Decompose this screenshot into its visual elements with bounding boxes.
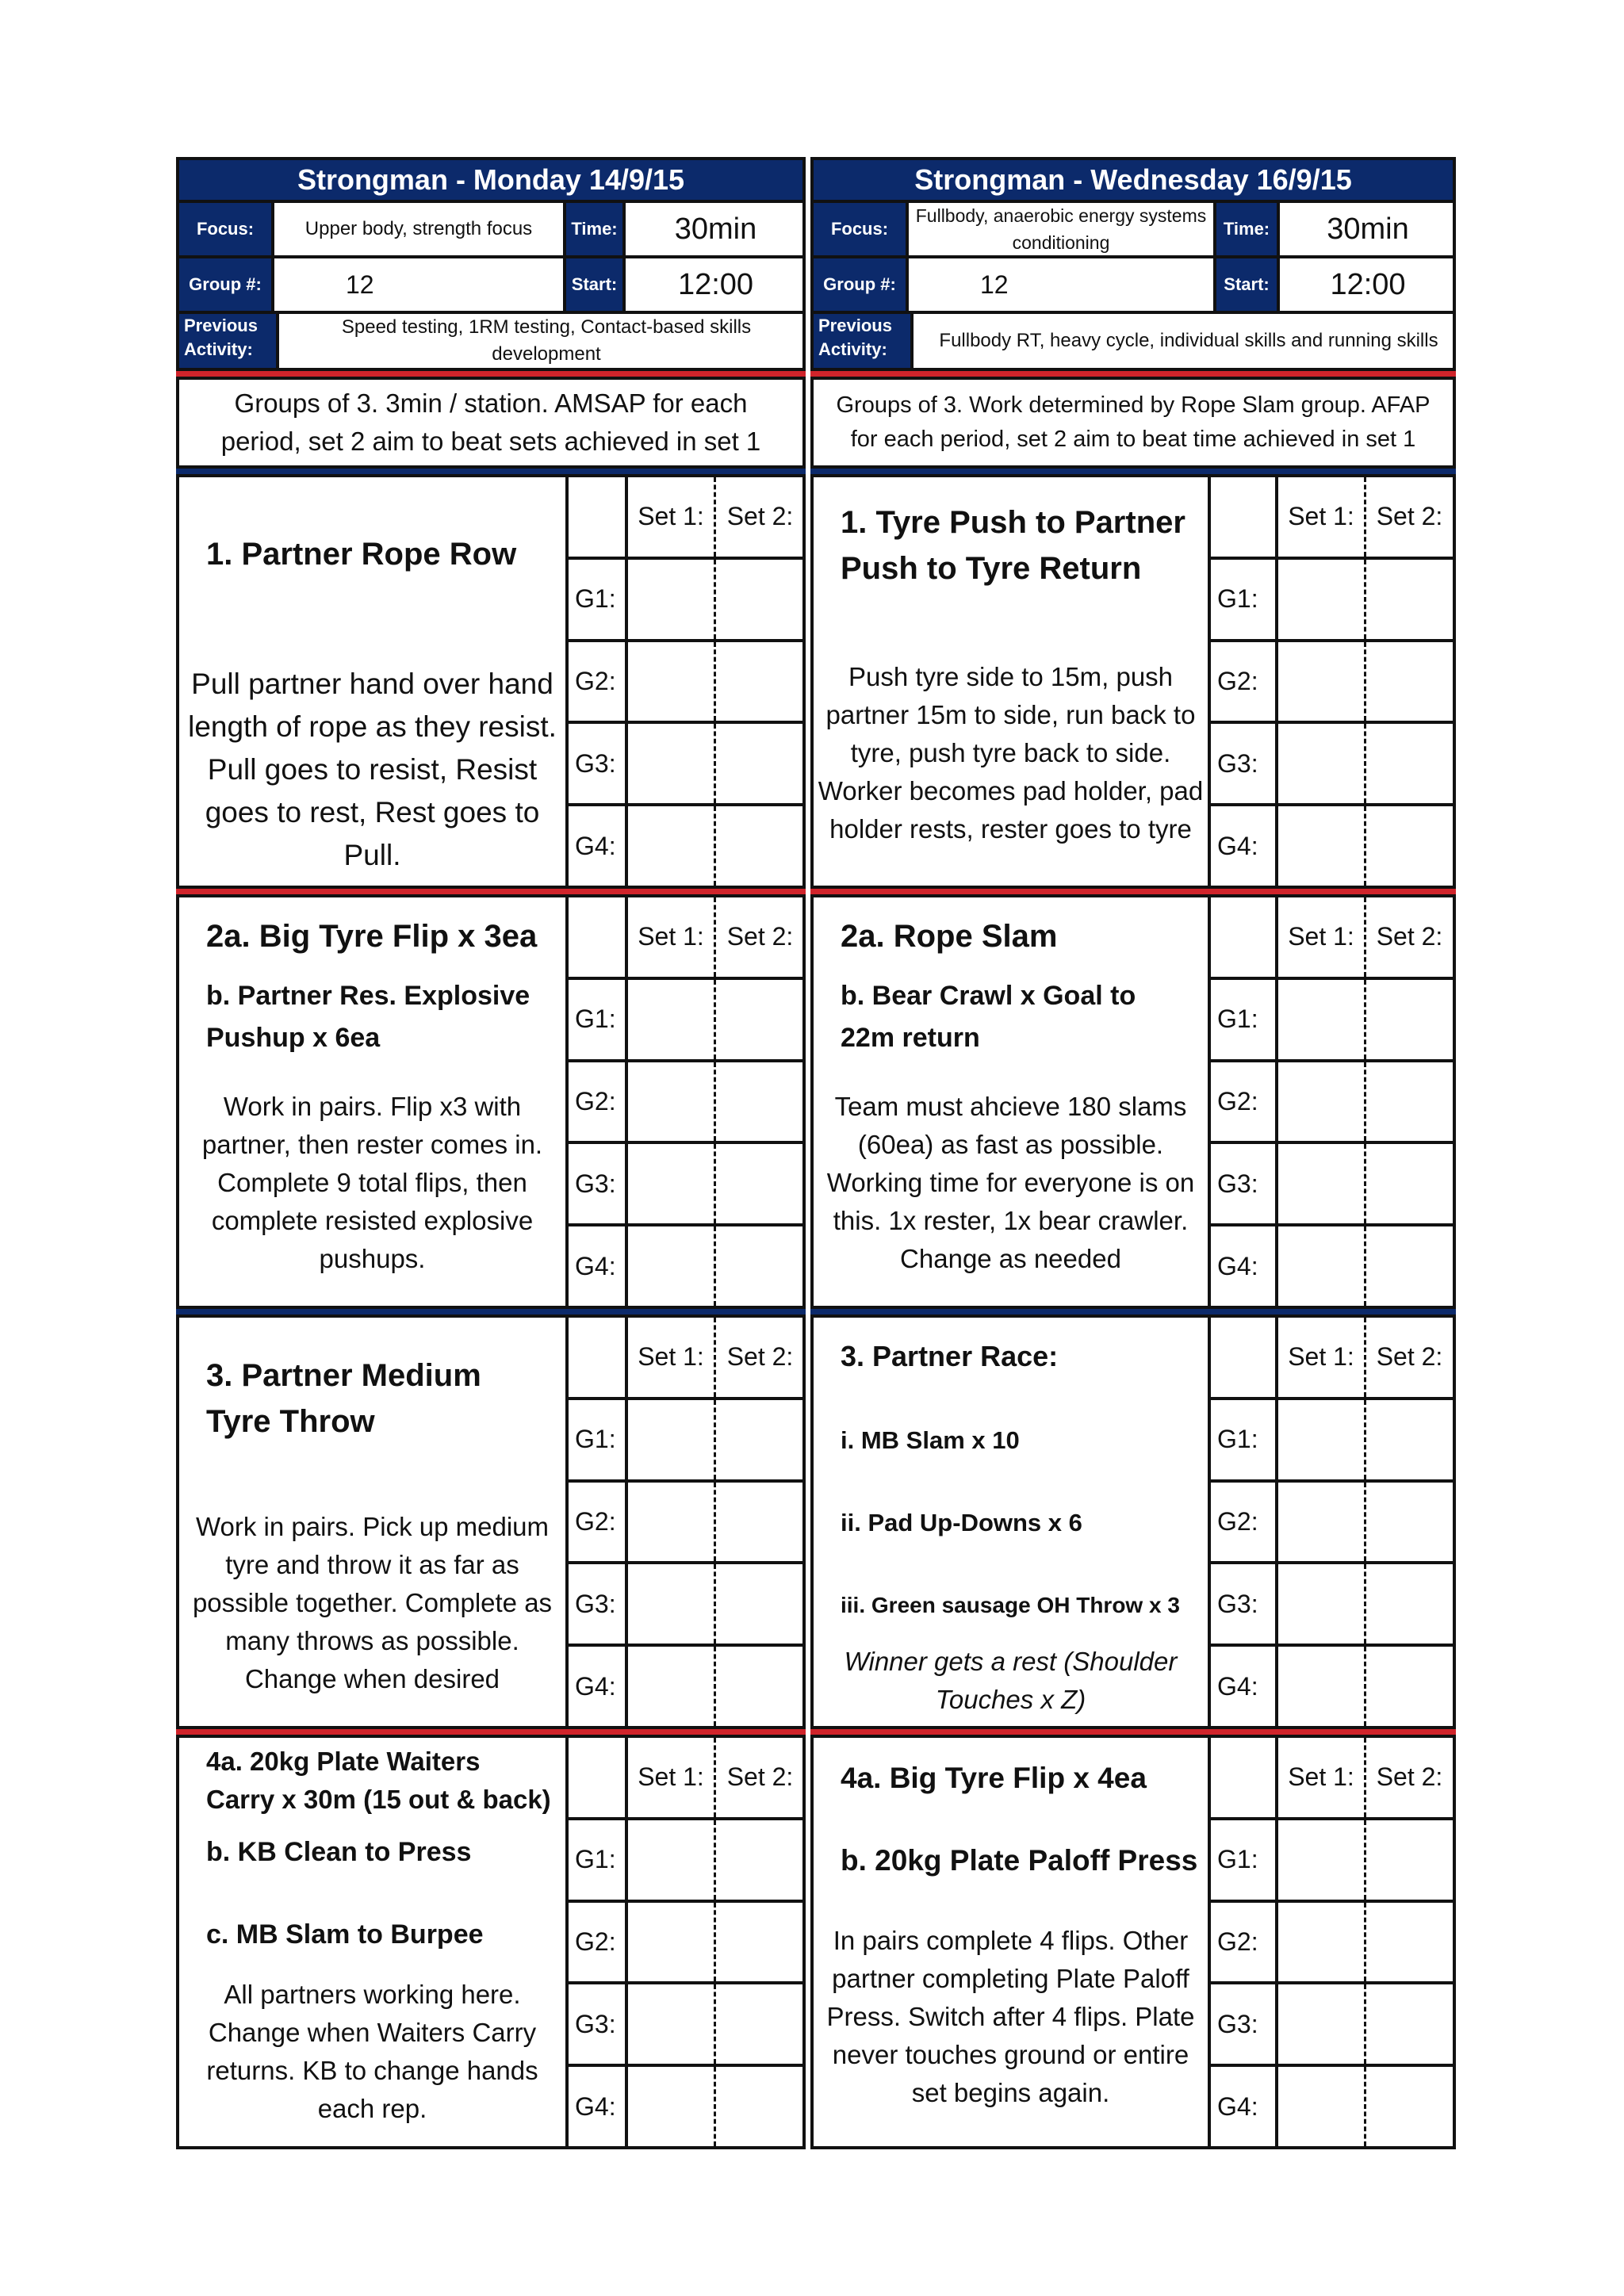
race-item-iii: iii. Green sausage OH Throw x 3 [841, 1593, 1180, 1617]
set1-cell[interactable] [1275, 806, 1366, 886]
group-row-label: G3: [565, 1984, 625, 2064]
set1-header: Set 1: [1275, 897, 1366, 977]
blue-divider [176, 469, 806, 474]
set1-cell[interactable] [1275, 1984, 1366, 2064]
group-row-label: G4: [565, 2067, 625, 2146]
station-1 [176, 474, 806, 889]
set1-cell[interactable] [1275, 1400, 1366, 1479]
station-4 [810, 1735, 1456, 2149]
previous-activity-value: Fullbody RT, heavy cycle, individual skills and running skills [910, 314, 1464, 368]
set2-cell[interactable] [1366, 1062, 1453, 1142]
set2-cell[interactable] [1366, 806, 1453, 886]
race-note: Winner gets a rest (Shoulder Touches x Z) [844, 1647, 1178, 1714]
set2-cell[interactable] [716, 1062, 804, 1142]
set2-header: Set 2: [1376, 1342, 1443, 1372]
results-grid [565, 897, 804, 1306]
group-label: Group #: [179, 258, 271, 311]
group-row-label: G3: [565, 724, 625, 803]
set1-header: Set 1: [625, 1318, 716, 1397]
station-4 [176, 1735, 806, 2149]
set2-cell[interactable] [716, 1903, 804, 1982]
set1-cell[interactable] [625, 1820, 716, 1900]
group-row-label: G1: [565, 1400, 625, 1479]
set2-cell[interactable] [716, 1647, 804, 1726]
group-row-label: G1: [565, 1820, 625, 1900]
set1-cell[interactable] [1275, 724, 1366, 803]
group-row-label: G4: [565, 1647, 625, 1726]
set2-cell[interactable] [1366, 1226, 1453, 1306]
time-value: 30min [1277, 203, 1456, 255]
group-row-label: G4: [565, 806, 625, 886]
station-title: 2a. Rope Slam [841, 919, 1058, 954]
station-title: 1. Partner Rope Row [206, 537, 517, 572]
set1-cell[interactable] [625, 2067, 716, 2146]
group-row-label: G4: [1208, 1647, 1275, 1726]
set1-header: Set 1: [1275, 1738, 1366, 1817]
station-description: Push tyre side to 15m, push partner 15m to side, run back to tyre, push tyre back to side. Worker becomes pad holder, pad holder rests, rester goes to tyre [818, 662, 1204, 844]
set2-cell[interactable] [716, 1984, 804, 2064]
focus-value: Upper body, strength focus [271, 203, 563, 255]
group-row-label: G2: [565, 1483, 625, 1562]
race-item-i: i. MB Slam x 10 [841, 1426, 1020, 1454]
time-label: Time: [1213, 203, 1277, 255]
session-wednesday [810, 157, 1456, 2149]
set1-cell[interactable] [625, 642, 716, 721]
group-row-label: G1: [1208, 1400, 1275, 1479]
session-intro: Groups of 3. Work determined by Rope Slam group. AFAP for each period, set 2 aim to beat time achieved in set 1 [810, 377, 1456, 469]
station-3 [810, 1314, 1456, 1729]
set1-cell[interactable] [1275, 1903, 1366, 1982]
set2-cell[interactable] [716, 1564, 804, 1644]
station-description: Team must ahcieve 180 slams (60ea) as fast as possible. Working time for everyone is on this. 1x rester, 1x bear crawler. Change as needed [826, 1092, 1195, 1273]
set2-cell[interactable] [1366, 1144, 1453, 1223]
group-row-label: G2: [1208, 1483, 1275, 1562]
set1-cell[interactable] [1275, 2067, 1366, 2146]
group-row-label: G4: [1208, 1226, 1275, 1306]
group-row-label: G1: [565, 560, 625, 639]
results-grid [565, 477, 804, 886]
session-monday [176, 157, 806, 2149]
set1-cell[interactable] [1275, 642, 1366, 721]
group-row-label: G1: [565, 980, 625, 1059]
set1-cell[interactable] [1275, 1647, 1366, 1726]
group-row-label: G1: [1208, 980, 1275, 1059]
group-row-label: G4: [1208, 806, 1275, 886]
set1-cell[interactable] [625, 1483, 716, 1562]
red-divider [176, 371, 806, 377]
group-row-label: G2: [565, 1062, 625, 1142]
station-title: 3. Partner Medium Tyre Throw [206, 1358, 481, 1439]
group-row-label: G3: [565, 1564, 625, 1644]
group-row-label: G2: [1208, 642, 1275, 721]
set2-header: Set 2: [726, 922, 794, 951]
focus-label: Focus: [179, 203, 271, 255]
station-subtitle-b: b. KB Clean to Press [206, 1837, 472, 1867]
red-divider [176, 1729, 806, 1735]
set2-cell[interactable] [716, 1400, 804, 1479]
previous-label-line2: Activity: [184, 339, 253, 359]
set2-cell[interactable] [716, 724, 804, 803]
group-row-label: G4: [1208, 2067, 1275, 2146]
time-value: 30min [622, 203, 806, 255]
station-description: Pull partner hand over hand length of rope as they resist. Pull goes to resist, Resist goes to rest, Rest goes to Pull. [188, 668, 557, 871]
session-title: Strongman - Monday 14/9/15 [179, 160, 802, 200]
set2-header: Set 2: [726, 502, 794, 531]
session-title: Strongman - Wednesday 16/9/15 [814, 160, 1453, 200]
start-value: 12:00 [1277, 258, 1456, 311]
red-divider [176, 889, 806, 894]
results-grid [1208, 1738, 1453, 2146]
set1-cell[interactable] [625, 1226, 716, 1306]
set2-header: Set 2: [1376, 1762, 1443, 1792]
results-grid [565, 1318, 804, 1726]
set2-cell[interactable] [1366, 642, 1453, 721]
race-item-ii: ii. Pad Up-Downs x 6 [841, 1509, 1082, 1536]
set2-cell[interactable] [716, 1820, 804, 1900]
results-grid [565, 1738, 804, 2146]
blue-divider [176, 1309, 806, 1314]
station-subtitle: b. Partner Res. Explosive Pushup x 6ea [206, 981, 530, 1053]
group-row-label: G2: [565, 642, 625, 721]
set1-cell[interactable] [625, 724, 716, 803]
station-description: In pairs complete 4 flips. Other partner completing Plate Paloff Press. Switch after 4 flips. Plate never touches ground or entire set begins again. [826, 1926, 1195, 2107]
group-row-label: G3: [1208, 724, 1275, 803]
blue-divider [810, 469, 1456, 474]
station-2 [176, 894, 806, 1309]
red-divider [810, 889, 1456, 894]
group-row-label: G2: [1208, 1903, 1275, 1982]
station-subtitle: b. Bear Crawl x Goal to 22m return [841, 981, 1136, 1053]
set1-cell[interactable] [625, 1984, 716, 2064]
set1-cell[interactable] [625, 560, 716, 639]
set1-cell[interactable] [625, 1144, 716, 1223]
set1-cell[interactable] [1275, 1144, 1366, 1223]
set2-cell[interactable] [716, 980, 804, 1059]
set1-header: Set 1: [625, 897, 716, 977]
group-row-label: G3: [1208, 1564, 1275, 1644]
set2-cell[interactable] [716, 642, 804, 721]
set2-cell[interactable] [716, 806, 804, 886]
set2-cell[interactable] [1366, 1984, 1453, 2064]
set2-cell[interactable] [716, 1483, 804, 1562]
results-grid [1208, 477, 1453, 886]
set2-header: Set 2: [1376, 922, 1443, 951]
set2-cell[interactable] [1366, 980, 1453, 1059]
set1-cell[interactable] [1275, 560, 1366, 639]
set2-cell[interactable] [1366, 560, 1453, 639]
set1-cell[interactable] [1275, 980, 1366, 1059]
group-row-label: G4: [565, 1226, 625, 1306]
set2-cell[interactable] [1366, 1564, 1453, 1644]
station-3 [176, 1314, 806, 1729]
set2-cell[interactable] [1366, 724, 1453, 803]
group-value: 12 [906, 258, 1213, 311]
set1-cell[interactable] [625, 1062, 716, 1142]
set1-header: Set 1: [1275, 477, 1366, 557]
group-row-label: G2: [565, 1903, 625, 1982]
results-grid [1208, 1318, 1453, 1726]
blue-divider [810, 1309, 1456, 1314]
group-value: 12 [271, 258, 563, 311]
set2-cell[interactable] [1366, 1820, 1453, 1900]
start-value: 12:00 [622, 258, 806, 311]
red-divider [810, 1729, 1456, 1735]
station-1 [810, 474, 1456, 889]
set1-cell[interactable] [1275, 1820, 1366, 1900]
set2-cell[interactable] [1366, 2067, 1453, 2146]
station-description: Work in pairs. Pick up medium tyre and throw it as far as possible together. Complete as many throws as possible. Change when desired [192, 1512, 553, 1693]
set1-cell[interactable] [625, 980, 716, 1059]
set1-header: Set 1: [625, 477, 716, 557]
station-title: 2a. Big Tyre Flip x 3ea [206, 919, 538, 954]
set2-header: Set 2: [1376, 502, 1443, 531]
set1-header: Set 1: [1275, 1318, 1366, 1397]
set1-cell[interactable] [1275, 1483, 1366, 1562]
set2-cell[interactable] [1366, 1647, 1453, 1726]
session-header [810, 157, 1456, 371]
set1-cell[interactable] [625, 1400, 716, 1479]
set2-header: Set 2: [726, 1342, 794, 1372]
previous-label-line1: Previous [184, 316, 258, 335]
set1-cell[interactable] [625, 1647, 716, 1726]
previous-activity-value: Speed testing, 1RM testing, Contact-based skills development [276, 314, 814, 368]
group-row-label: G3: [565, 1144, 625, 1223]
group-row-label: G3: [1208, 1144, 1275, 1223]
focus-label: Focus: [814, 203, 906, 255]
station-title: 1. Tyre Push to Partner Push to Tyre Return [841, 505, 1185, 586]
group-row-label: G2: [1208, 1062, 1275, 1142]
set2-cell[interactable] [716, 1226, 804, 1306]
results-grid [1208, 897, 1453, 1306]
set2-cell[interactable] [1366, 1400, 1453, 1479]
station-subtitle: b. 20kg Plate Paloff Press [841, 1844, 1198, 1877]
set1-cell[interactable] [625, 806, 716, 886]
station-title: 4a. Big Tyre Flip x 4ea [841, 1762, 1147, 1794]
group-row-label: G1: [1208, 1820, 1275, 1900]
set2-cell[interactable] [716, 1144, 804, 1223]
station-subtitle-c: c. MB Slam to Burpee [206, 1919, 484, 1950]
station-description: Work in pairs. Flip x3 with partner, then rester comes in. Complete 9 total flips, then complete resisted explosive pushups. [201, 1092, 543, 1273]
station-title: 3. Partner Race: [841, 1340, 1059, 1372]
station-description: All partners working here. Change when Waiters Carry returns. KB to change hands each rep. [206, 1980, 538, 2123]
start-label: Start: [563, 258, 622, 311]
station-2 [810, 894, 1456, 1309]
station-title: 4a. 20kg Plate Waiters Carry x 30m (15 out & back) [206, 1747, 551, 1814]
session-intro: Groups of 3. 3min / station. AMSAP for each period, set 2 aim to beat sets achieved in set 1 [176, 377, 806, 469]
start-label: Start: [1213, 258, 1277, 311]
group-label: Group #: [814, 258, 906, 311]
previous-label-line2: Activity: [818, 339, 887, 359]
set1-header: Set 1: [625, 1738, 716, 1817]
set2-cell[interactable] [1366, 1903, 1453, 1982]
set1-cell[interactable] [1275, 1564, 1366, 1644]
previous-label-line1: Previous [818, 316, 892, 335]
group-row-label: G1: [1208, 560, 1275, 639]
time-label: Time: [563, 203, 622, 255]
set2-header: Set 2: [726, 1762, 794, 1792]
set1-cell[interactable] [625, 1903, 716, 1982]
focus-value: Fullbody, anaerobic energy systems conditioning [906, 203, 1213, 255]
set2-cell[interactable] [1366, 1483, 1453, 1562]
set2-cell[interactable] [716, 2067, 804, 2146]
set1-cell[interactable] [1275, 1226, 1366, 1306]
red-divider [810, 371, 1456, 377]
set2-cell[interactable] [716, 560, 804, 639]
group-row-label: G3: [1208, 1984, 1275, 2064]
session-header [176, 157, 806, 371]
set1-cell[interactable] [1275, 1062, 1366, 1142]
set1-cell[interactable] [625, 1564, 716, 1644]
